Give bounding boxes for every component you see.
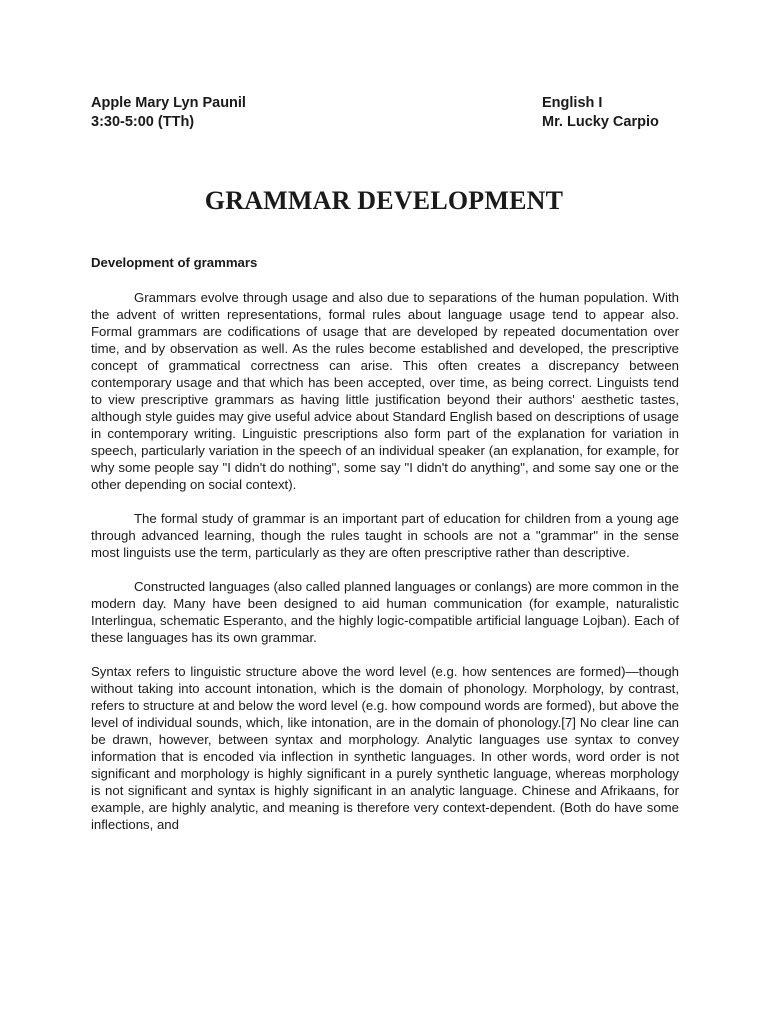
section-heading: Development of grammars xyxy=(91,255,258,270)
instructor-name: Mr. Lucky Carpio xyxy=(542,114,659,130)
paragraph-syntax-morphology: Syntax refers to linguistic structure above the word level (e.g. how sentences are formed)—though without taking into account intonation, which is the domain of phonology. Morphology, by contrast, refers to structure at and below the word level (e.g. how compound words are formed), but above the level of individual sounds, which, like intonation, are in the domain of phonology.[7] No clear line can be drawn, however, between syntax and morphology. Analytic languages use syntax to convey information that is encoded via inflection in synthetic languages. In other words, word order is not significant and morphology is highly significant in a purely synthetic language, whereas morphology is not significant and syntax is highly significant in an analytic language. Chinese and Afrikaans, for example, are highly analytic, and meaning is therefore very context-dependent. (Both do have some inflections, and xyxy=(91,664,679,832)
header-course-info xyxy=(542,94,682,132)
paragraph-constructed-languages: Constructed languages (also called planned languages or conlangs) are more common in the modern day. Many have been designed to aid human communication (for example, naturalistic Interlingua, schematic Esperanto, and the highly logic-compatible artificial language Lojban). Each of these languages has its own grammar. xyxy=(91,579,679,645)
paragraph-formal-study: The formal study of grammar is an important part of education for children from a young age through advanced learning, though the rules taught in schools are not a "grammar" in the sense most linguists use the term, particularly as they are often prescriptive rather than descriptive. xyxy=(91,511,679,560)
class-schedule: 3:30-5:00 (TTh) xyxy=(91,114,195,130)
document-title: GRAMMAR DEVELOPMENT xyxy=(204,186,564,215)
student-name: Apple Mary Lyn Paunil xyxy=(91,95,246,111)
header-student-info xyxy=(91,94,471,132)
document-body xyxy=(91,254,679,850)
course-name: English I xyxy=(542,95,603,111)
paragraph-grammar-evolution: Grammars evolve through usage and also due to separations of the human population. With the advent of written representations, formal rules about language usage tend to appear also. Formal grammars are codifications of usage that are developed by repeated documentation over time, and by observation as well. As the rules become established and developed, the prescriptive concept of grammatical correctness can arise. This often creates a discrepancy between contemporary usage and that which has been accepted, over time, as being correct. Linguists tend to view prescriptive grammars as having little justification beyond their authors' aesthetic tastes, although style guides may give useful advice about Standard English based on descriptions of usage in contemporary writing. Linguistic prescriptions also form part of the explanation for variation in speech, particularly variation in the speech of an individual speaker (an explanation, for example, for why some people say "I didn't do nothing", some say "I didn't do anything", and some say one or the other depending on social context). xyxy=(91,290,679,492)
